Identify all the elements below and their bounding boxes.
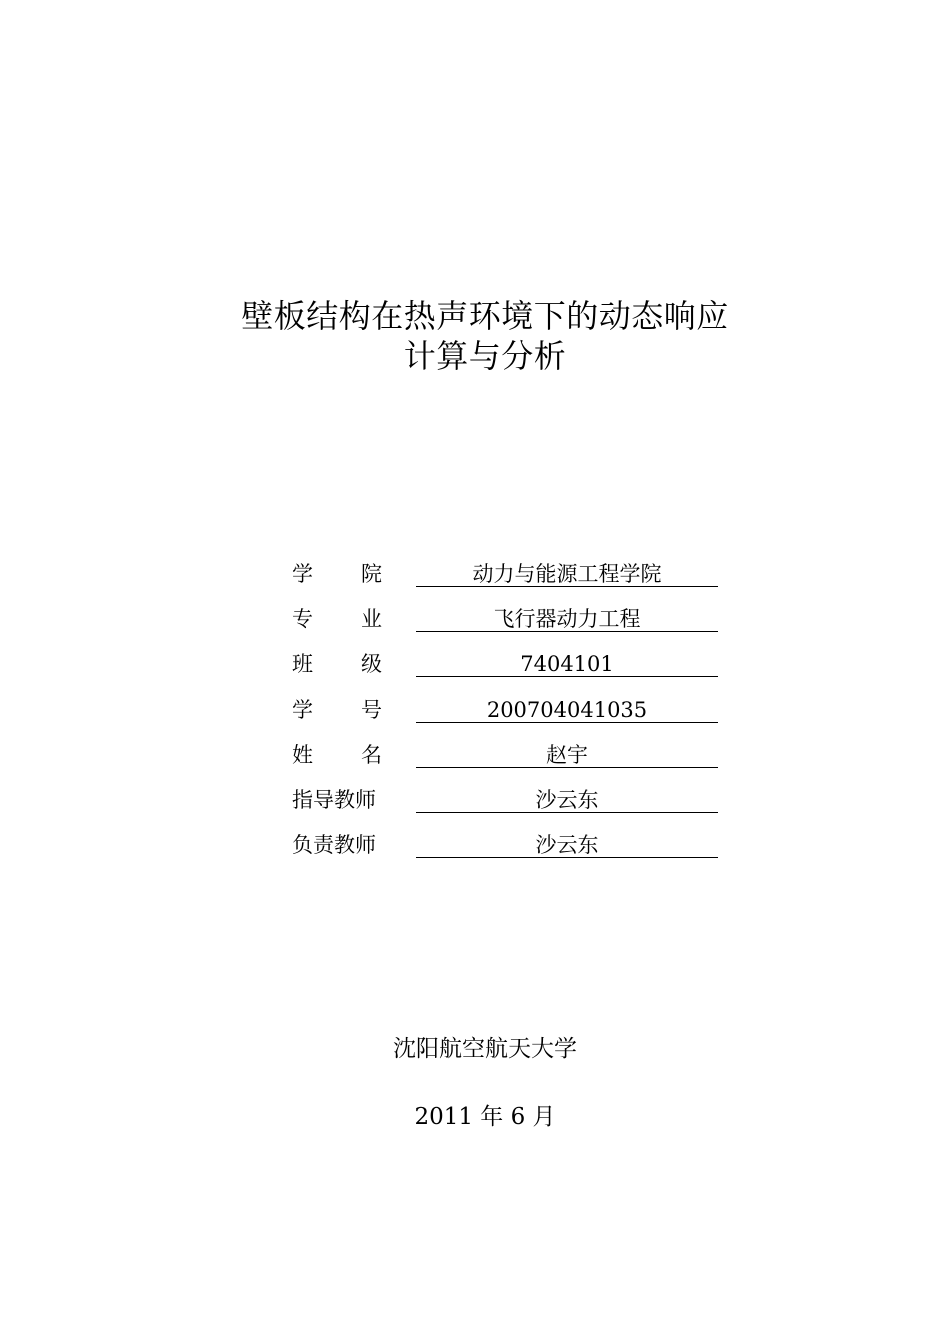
info-label-class: 班 级 [292,652,382,677]
info-value-college: 动力与能源工程学院 [416,559,718,587]
thesis-title-line-1: 壁板结构在热声环境下的动态响应 [241,297,729,335]
info-label-responsible-teacher: 负责教师 [292,833,376,858]
info-value-major: 飞行器动力工程 [416,604,718,632]
info-label-student-id: 学 号 [292,697,382,722]
info-row-class [292,647,722,692]
info-row-college [292,557,722,602]
thesis-title-line-2: 计算与分析 [403,337,567,375]
submission-date: 2011 年 6 月 [414,1104,556,1130]
info-label-major: 专 业 [292,607,382,632]
info-label-advisor: 指导教师 [292,787,376,812]
info-row-major [292,602,722,647]
info-value-class: 7404101 [416,649,718,677]
student-info-table [292,557,722,873]
info-value-name: 赵宇 [416,740,718,768]
info-row-name [292,738,722,783]
thesis-title [0,296,950,376]
info-value-responsible-teacher: 沙云东 [416,830,718,858]
info-value-advisor: 沙云东 [416,785,718,813]
info-label-college: 学 院 [292,562,382,586]
info-row-responsible-teacher [292,828,722,873]
info-label-name: 姓 名 [292,742,382,767]
info-row-advisor [292,783,722,828]
info-value-student-id: 200704041035 [416,695,718,723]
university-name: 沈阳航空航天大学 [393,1036,577,1062]
info-row-student-id [292,693,722,738]
